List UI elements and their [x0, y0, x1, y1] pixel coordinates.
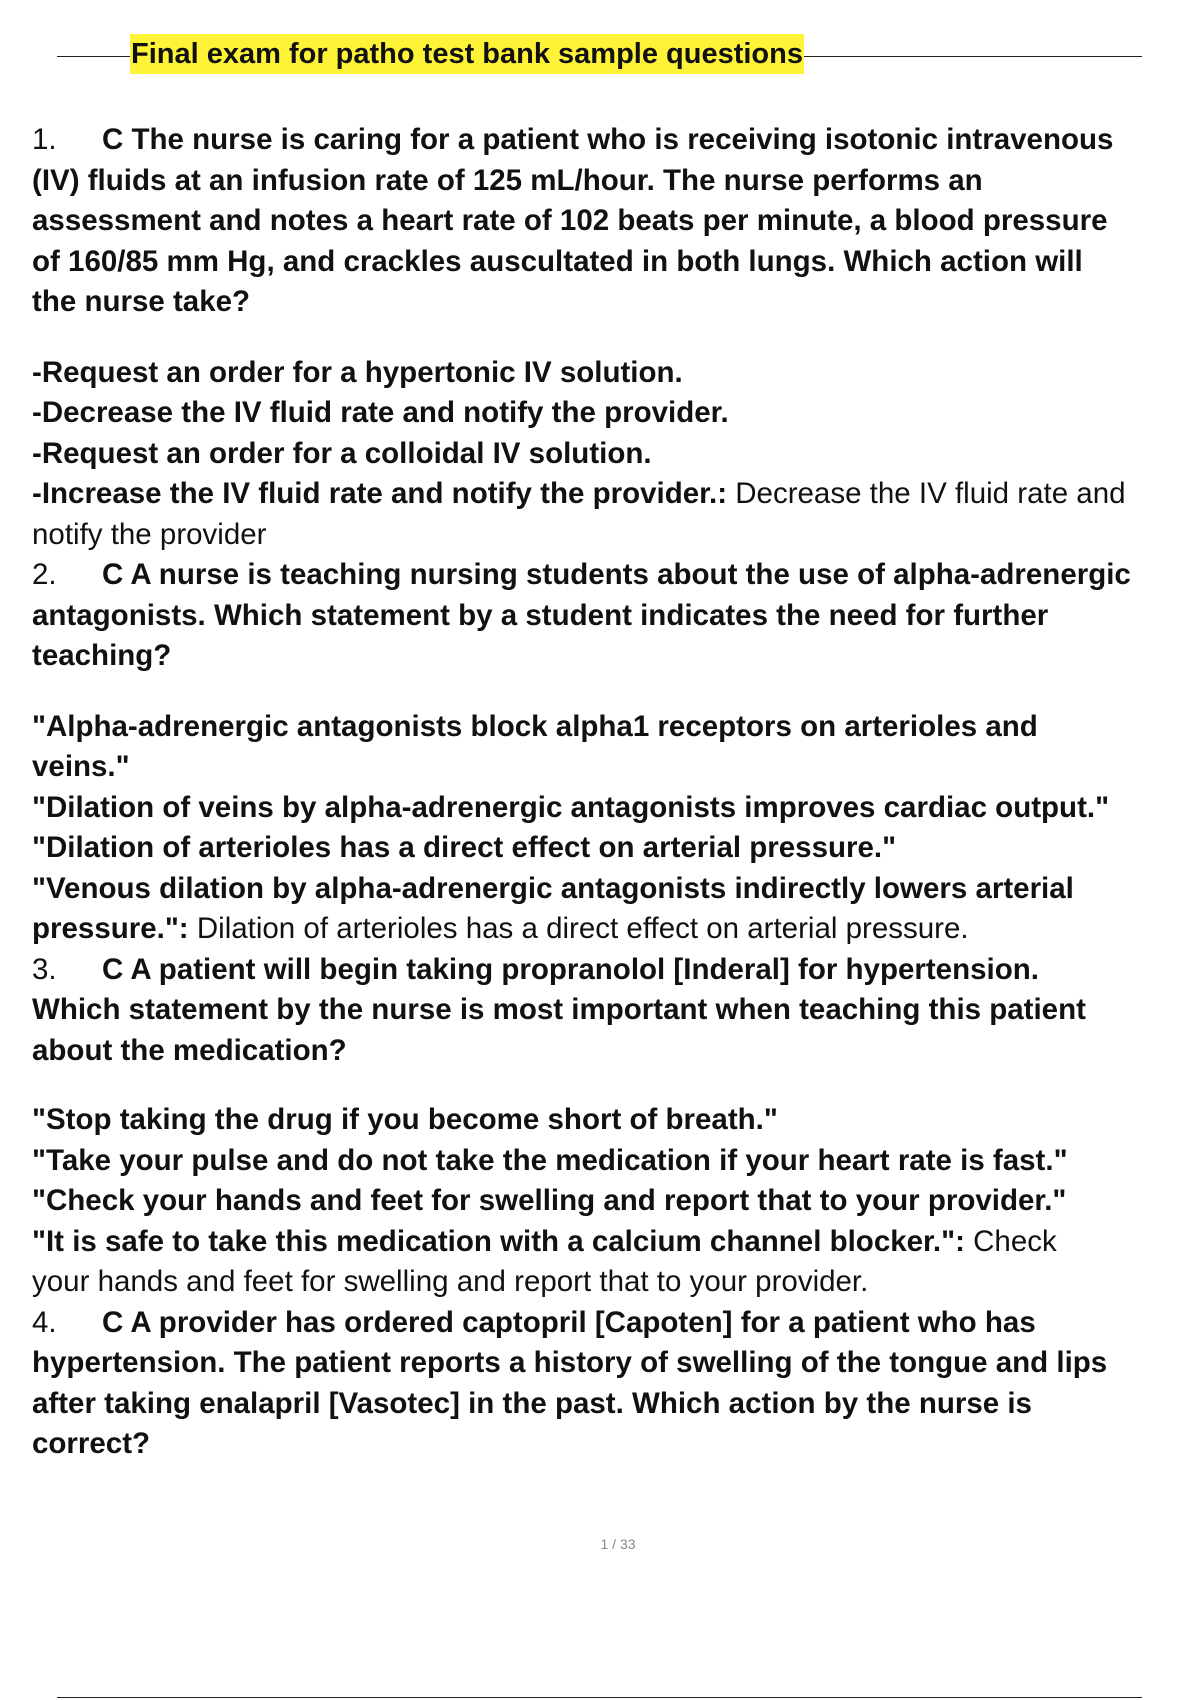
question-stem-line: correct? — [32, 1427, 151, 1460]
question-stem-line: Which statement by the nurse is most important when teaching this patient — [32, 993, 1086, 1026]
answer-option: veins." — [32, 750, 130, 783]
question-stem-line: teaching? — [32, 639, 172, 672]
answer-option: "Dilation of veins by alpha-adrenergic antagonists improves cardiac output." — [32, 790, 1110, 824]
question-2 — [32, 555, 1200, 950]
correct-answer: notify the provider — [32, 517, 267, 551]
page-number: 1 / 33 — [600, 1536, 636, 1552]
question-number: 4. — [32, 1305, 57, 1339]
document-title: Final exam for patho test bank sample questions — [130, 34, 804, 74]
correct-answer: Dilation of arterioles has a direct effect on arterial pressure. — [188, 912, 969, 945]
question-stem-line: hypertension. The patient reports a history of swelling of the tongue and lips — [32, 1346, 1108, 1379]
answer-option: "Alpha-adrenergic antagonists block alpha1 receptors on arterioles and — [32, 709, 1038, 743]
correct-answer: your hands and feet for swelling and report that to your provider. — [32, 1265, 869, 1298]
question-stem-line: antagonists. Which statement by a student indicates the need for further — [32, 598, 1049, 632]
question-stem-line: 1. C The nurse is caring for a patient who is receiving isotonic intravenous — [32, 120, 1200, 161]
answer-option: -Decrease the IV fluid rate and notify the provider. — [32, 396, 729, 429]
question-stem-line: after taking enalapril [Vasotec] in the past. Which action by the nurse is — [32, 1386, 1032, 1420]
answer-option: -Request an order for a colloidal IV solution. — [32, 436, 652, 470]
answer-option: "Stop taking the drug if you become short of breath." — [32, 1103, 778, 1136]
question-stem-line: about the medication? — [32, 1033, 347, 1067]
question-1 — [32, 120, 1200, 555]
correct-answer: Check — [964, 1224, 1057, 1258]
correct-answer: Decrease the IV fluid rate and — [727, 477, 1126, 510]
document-header — [57, 30, 1142, 76]
question-number: 2. — [32, 558, 57, 591]
question-number: 1. — [32, 123, 57, 156]
question-stem-line: the nurse take? — [32, 285, 251, 318]
answer-option: -Increase the IV fluid rate and notify the provider.: Decrease the IV fluid rate and — [32, 477, 1126, 510]
answer-option: "Dilation of arterioles has a direct effect on arterial pressure." — [32, 831, 897, 864]
question-stem-line: assessment and notes a heart rate of 102 beats per minute, a blood pressure — [32, 204, 1108, 237]
question-stem-line: 2. C A nurse is teaching nursing students about the use of alpha-adrenergic — [32, 555, 1200, 596]
answer-option: "Take your pulse and do not take the medication if your heart rate is fast." — [32, 1143, 1068, 1177]
question-4 — [32, 1303, 1200, 1465]
question-stem-line: (IV) fluids at an infusion rate of 125 mL/hour. The nurse performs an — [32, 163, 983, 197]
question-3 — [32, 950, 1200, 1303]
answer-option: "Check your hands and feet for swelling and report that to your provider." — [32, 1184, 1067, 1217]
footer-rule — [57, 1697, 1142, 1698]
answer-option: "It is safe to take this medication with a calcium channel blocker.": Check — [32, 1224, 1057, 1258]
question-stem-line: of 160/85 mm Hg, and crackles auscultated in both lungs. Which action will — [32, 244, 1083, 278]
question-stem-line: 3. C A patient will begin taking propranolol [Inderal] for hypertension. — [32, 950, 1200, 991]
question-number: 3. — [32, 952, 57, 986]
page-text — [32, 120, 1200, 1465]
answer-option: -Request an order for a hypertonic IV solution. — [32, 355, 683, 389]
answer-option: pressure.": Dilation of arterioles has a direct effect on arterial pressure. — [32, 912, 969, 945]
answer-option: "Venous dilation by alpha-adrenergic antagonists indirectly lowers arterial — [32, 871, 1074, 905]
question-stem-line: 4. C A provider has ordered captopril [Capoten] for a patient who has — [32, 1303, 1200, 1344]
